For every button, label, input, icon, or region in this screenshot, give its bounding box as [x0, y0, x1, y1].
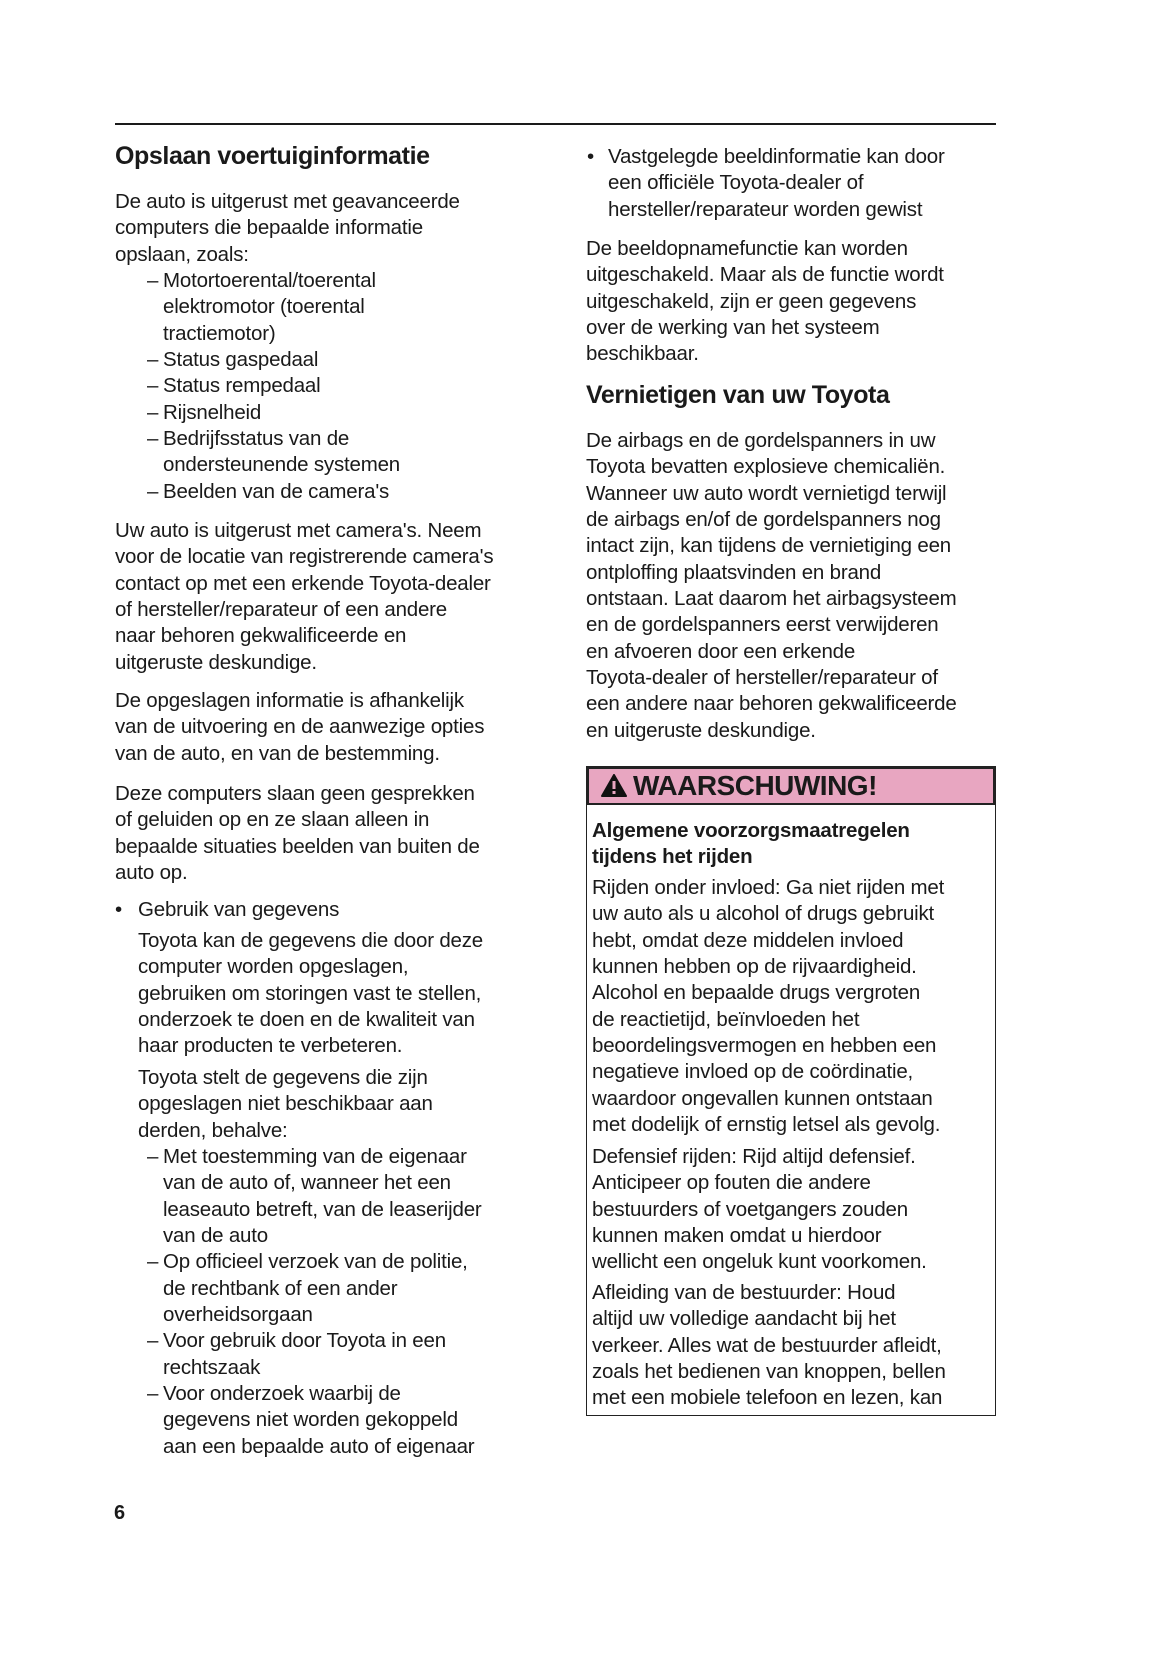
- text-line: over de werking van het systeem: [586, 316, 880, 340]
- text-line: Vastgelegde beeldinformatie kan door: [608, 145, 945, 168]
- text-line: haar producten te verbeteren.: [138, 1034, 403, 1058]
- text-line: Afleiding van de bestuurder: Houd: [592, 1281, 896, 1304]
- exceptions-list: [147, 1144, 482, 1460]
- text-line: Toyota bevatten explosieve chemicaliën.: [586, 455, 946, 479]
- text-line: negatieve invloed op de coördinatie,: [592, 1060, 914, 1084]
- text-line: verkeer. Alles wat de bestuurder afleidt,: [592, 1333, 942, 1357]
- text-line: van de auto, en van de bestemming.: [115, 741, 440, 765]
- text-line: gebruiken om storingen vast te stellen,: [138, 981, 482, 1005]
- text-line: van de uitvoering en de aanwezige opties: [115, 715, 485, 739]
- text-line: leaseauto betreft, van de leaserijder: [163, 1197, 482, 1221]
- text-line: beschikbaar.: [586, 342, 699, 366]
- dash-marker: –: [147, 1382, 159, 1406]
- text-line: Rijsnelheid: [163, 400, 262, 424]
- text-line: waardoor ongevallen kunnen ontstaan: [592, 1086, 933, 1110]
- text-line: Bedrijfsstatus van de: [163, 427, 350, 451]
- paragraph-data-sharing: [138, 1065, 433, 1144]
- dash-marker: –: [147, 269, 159, 292]
- text-line: Uw auto is uitgerust met camera's. Neem: [115, 519, 482, 542]
- warning-paragraph-defensive: [592, 1144, 927, 1276]
- dash-marker: –: [147, 1250, 159, 1274]
- list-item: [147, 1249, 482, 1328]
- warning-header: [587, 767, 995, 805]
- text-line: Status gaspedaal: [163, 348, 319, 372]
- dash-marker: –: [147, 374, 159, 398]
- text-line: naar behoren gekwalificeerde en: [115, 624, 407, 648]
- list-item: [147, 479, 400, 505]
- paragraph-image-recording: [586, 236, 944, 368]
- section-heading-storage: Opslaan voertuiginformatie: [115, 142, 430, 170]
- text-line: Met toestemming van de eigenaar: [163, 1145, 467, 1168]
- text-line: uitgeruste deskundige.: [115, 650, 317, 674]
- text-line: bepaalde situaties beelden van buiten de: [115, 834, 480, 858]
- text-line: hersteller/reparateur worden gewist: [608, 197, 923, 221]
- warning-title: WAARSCHUWING!: [633, 770, 877, 801]
- list-item: [147, 1328, 482, 1381]
- paragraph-data-usage: [138, 928, 483, 1060]
- warning-paragraph-dui: [592, 875, 944, 1138]
- section-heading-scrapping: Vernietigen van uw Toyota: [586, 381, 890, 409]
- text-line: gegevens niet worden gekoppeld: [163, 1408, 458, 1432]
- text-line: de airbags en/of de gordelspanners nog: [586, 508, 941, 532]
- text-line: opslaan, zoals:: [115, 242, 249, 266]
- list-item: [147, 347, 400, 373]
- text-line: van de auto of, wanneer het een: [163, 1171, 451, 1195]
- text-line: derden, behalve:: [138, 1118, 288, 1142]
- bullet-marker: •: [115, 898, 122, 921]
- bullet-marker: •: [587, 145, 594, 168]
- text-line: uitgeschakeld. Maar als de functie wordt: [586, 263, 944, 287]
- text-line: Alcohol en bepaalde drugs vergroten: [592, 981, 921, 1005]
- paragraph-scrapping: [586, 428, 957, 744]
- text-line: kunnen hebben op de rijvaardigheid.: [592, 955, 917, 979]
- text-line: Toyota-dealer of hersteller/reparateur of: [586, 666, 938, 690]
- text-line: elektromotor (toerental: [163, 295, 365, 319]
- paragraph-cameras: [115, 518, 493, 676]
- paragraph-intro: [115, 189, 460, 268]
- list-item: [147, 1381, 482, 1460]
- text-line: Wanneer uw auto wordt vernietigd terwijl: [586, 481, 947, 505]
- text-line: intact zijn, kan tijdens de vernietiging een: [586, 534, 951, 558]
- text-line: een andere naar behoren gekwalificeerde: [586, 692, 957, 716]
- text-line: ontstaan. Laat daarom het airbagsysteem: [586, 587, 957, 611]
- text-line: uw auto als u alcohol of drugs gebruikt: [592, 902, 935, 926]
- text-line: zoals het bedienen van knoppen, bellen: [592, 1360, 946, 1384]
- text-line: Status rempedaal: [163, 374, 321, 398]
- text-line: voor de locatie van registrerende camera's: [115, 545, 494, 569]
- text-line: Deze computers slaan geen gesprekken: [115, 782, 475, 805]
- text-line: of hersteller/reparateur of een andere: [115, 598, 448, 622]
- text-line: Voor onderzoek waarbij de: [163, 1382, 401, 1406]
- text-line: opgeslagen niet beschikbaar aan: [138, 1092, 433, 1116]
- text-line: tijdens het rijden: [592, 845, 753, 869]
- text-line: met dodelijk of ernstig letsel als gevolg.: [592, 1113, 941, 1137]
- text-line: ontploffing plaatsvinden en brand: [586, 560, 882, 584]
- text-line: met een mobiele telefoon en lezen, kan: [592, 1386, 943, 1410]
- list-item: [147, 373, 400, 399]
- text-line: uitgeschakeld, zijn er geen gegevens: [586, 289, 917, 313]
- text-line: kunnen maken omdat u hierdoor: [592, 1224, 882, 1248]
- text-line: Op officieel verzoek van de politie,: [163, 1250, 468, 1274]
- dash-marker: –: [147, 1145, 159, 1168]
- text-line: Motortoerental/toerental: [163, 269, 376, 292]
- text-line: Anticipeer op fouten die andere: [592, 1171, 871, 1195]
- bullet-data-usage: [115, 897, 340, 923]
- text-line: rechtszaak: [163, 1355, 261, 1379]
- text-line: wellicht een ongeluk kunt voorkomen.: [592, 1250, 927, 1274]
- text-line: ondersteunende systemen: [163, 453, 401, 477]
- warning-paragraph-distraction: [592, 1280, 946, 1412]
- list-item: [147, 400, 400, 426]
- text-line: van de auto: [163, 1224, 268, 1248]
- warning-triangle-icon: [601, 774, 627, 797]
- text-line: altijd uw volledige aandacht bij het: [592, 1307, 896, 1331]
- text-line: De beeldopnamefunctie kan worden: [586, 237, 908, 260]
- text-line: computer worden opgeslagen,: [138, 955, 409, 979]
- paragraph-no-audio: [115, 781, 480, 886]
- warning-subheading: [592, 818, 910, 871]
- text-line: De airbags en de gordelspanners in uw: [586, 429, 936, 452]
- dash-marker: –: [147, 348, 159, 372]
- text-line: Toyota stelt de gegevens die zijn: [138, 1066, 428, 1089]
- text-line: de reactietijd, beïnvloeden het: [592, 1007, 860, 1031]
- text-line: Rijden onder invloed: Ga niet rijden met: [592, 876, 945, 899]
- text-line: hebt, omdat deze middelen invloed: [592, 928, 904, 952]
- text-line: Algemene voorzorgsmaatregelen: [592, 819, 910, 842]
- page-number: 6: [114, 1502, 125, 1524]
- dash-marker: –: [147, 479, 159, 503]
- dash-marker: –: [147, 1329, 159, 1353]
- bullet-image-erase: [587, 144, 945, 223]
- paragraph-dependency: [115, 688, 484, 767]
- text-line: Beelden van de camera's: [163, 479, 390, 503]
- dash-marker: –: [147, 400, 159, 424]
- text-line: overheidsorgaan: [163, 1303, 313, 1327]
- text-line: computers die bepaalde informatie: [115, 216, 423, 240]
- list-item: [147, 268, 400, 347]
- text-line: aan een bepaalde auto of eigenaar: [163, 1434, 475, 1458]
- text-line: Voor gebruik door Toyota in een: [163, 1329, 446, 1353]
- text-line: tractiemotor): [163, 321, 276, 345]
- stored-info-list: [147, 268, 401, 505]
- text-line: contact op met een erkende Toyota-dealer: [115, 571, 491, 595]
- text-line: onderzoek te doen en de kwaliteit van: [138, 1008, 475, 1032]
- text-line: beoordelingsvermogen en hebben een: [592, 1034, 937, 1058]
- top-divider: [115, 123, 996, 125]
- list-item: [147, 426, 401, 479]
- text-line: en afvoeren door een erkende: [586, 639, 856, 663]
- text-line: Toyota kan de gegevens die door deze: [138, 929, 483, 952]
- text-line: bestuurders of voetgangers zouden: [592, 1197, 908, 1221]
- text-line: en uitgeruste deskundige.: [586, 718, 816, 742]
- text-line: en de gordelspanners eerst verwijderen: [586, 613, 939, 637]
- dash-marker: –: [147, 427, 159, 451]
- list-item: [147, 1144, 482, 1249]
- text-line: of geluiden op en ze slaan alleen in: [115, 808, 430, 832]
- text-line: Defensief rijden: Rijd altijd defensief.: [592, 1145, 916, 1168]
- text-line: een officiële Toyota-dealer of: [608, 171, 864, 195]
- text-line: auto op.: [115, 861, 188, 885]
- text-line: De opgeslagen informatie is afhankelijk: [115, 689, 464, 712]
- text-line: De auto is uitgerust met geavanceerde: [115, 190, 460, 213]
- text-line: de rechtbank of een ander: [163, 1276, 398, 1300]
- text-line: Gebruik van gegevens: [138, 898, 340, 921]
